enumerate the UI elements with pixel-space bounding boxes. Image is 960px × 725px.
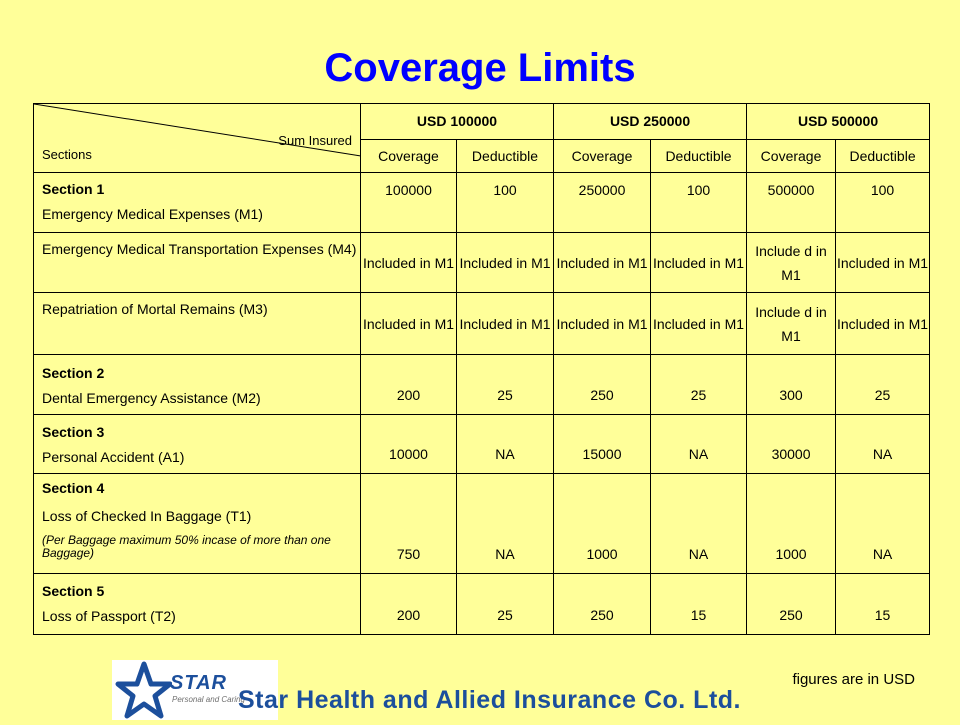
- value-cell: 25: [457, 574, 554, 635]
- corner-header-cell: [34, 104, 361, 173]
- value-cell: 100: [836, 173, 930, 233]
- value-cell: 200: [361, 574, 457, 635]
- table-row: [34, 355, 930, 415]
- company-name: Star Health and Allied Insurance Co. Ltd.: [238, 686, 741, 714]
- value-cell: 30000: [747, 415, 836, 474]
- value-cell: 250: [554, 574, 651, 635]
- section-heading: Section 5: [42, 583, 105, 599]
- figures-note: figures are in USD: [792, 671, 915, 688]
- value-cell: 250: [747, 574, 836, 635]
- table-row: [34, 574, 930, 635]
- star-logo-icon: [112, 660, 172, 720]
- section-cell: [34, 574, 361, 635]
- value-cell: Include d in M1: [747, 233, 836, 293]
- section-description: Loss of Passport (T2): [42, 608, 176, 624]
- section-note: (Per Baggage maximum 50% incase of more than one Baggage): [42, 533, 331, 560]
- value-cell: 200: [361, 355, 457, 415]
- value-cell: NA: [457, 415, 554, 474]
- sum-insured-label: Sum Insured: [278, 133, 352, 148]
- section-description: Repatriation of Mortal Remains (M3): [42, 301, 268, 317]
- table-row: [34, 293, 930, 355]
- subcolumn-header: Deductible: [651, 140, 747, 173]
- value-cell: 250: [554, 355, 651, 415]
- value-cell: 15000: [554, 415, 651, 474]
- subcolumn-header: Deductible: [836, 140, 930, 173]
- table-row: [34, 474, 930, 574]
- section-cell: [34, 233, 361, 293]
- value-cell: 10000: [361, 415, 457, 474]
- value-cell: NA: [836, 415, 930, 474]
- value-cell: 300: [747, 355, 836, 415]
- sum-insured-header: USD 500000: [747, 104, 930, 140]
- subcolumn-header: Coverage: [747, 140, 836, 173]
- sum-insured-header: USD 100000: [361, 104, 554, 140]
- value-cell: 25: [651, 355, 747, 415]
- value-cell: NA: [457, 474, 554, 574]
- value-cell: 250000: [554, 173, 651, 233]
- value-cell: Included in M1: [554, 233, 651, 293]
- table-row: [34, 173, 930, 233]
- value-cell: NA: [836, 474, 930, 574]
- value-cell: Included in M1: [361, 293, 457, 355]
- section-cell: [34, 474, 361, 574]
- logo-tagline: Personal and Caring: [172, 695, 245, 704]
- value-cell: 100000: [361, 173, 457, 233]
- subcolumn-header: Coverage: [361, 140, 457, 173]
- section-cell: [34, 355, 361, 415]
- page-title: Coverage Limits: [324, 46, 636, 90]
- header-row-sum-insured: [34, 104, 930, 140]
- section-heading: Section 4: [42, 480, 105, 496]
- section-description: Personal Accident (A1): [42, 449, 185, 465]
- value-cell: 15: [836, 574, 930, 635]
- sections-label: Sections: [42, 147, 92, 162]
- value-cell: Included in M1: [457, 293, 554, 355]
- value-cell: 100: [457, 173, 554, 233]
- value-cell: Included in M1: [651, 233, 747, 293]
- value-cell: 25: [836, 355, 930, 415]
- section-cell: [34, 293, 361, 355]
- logo-wordmark: STAR: [170, 672, 227, 694]
- subcolumn-header: Coverage: [554, 140, 651, 173]
- section-description: Dental Emergency Assistance (M2): [42, 390, 261, 406]
- table-row: [34, 415, 930, 474]
- value-cell: NA: [651, 474, 747, 574]
- section-cell: [34, 415, 361, 474]
- section-description: Loss of Checked In Baggage (T1): [42, 508, 252, 524]
- value-cell: Included in M1: [554, 293, 651, 355]
- coverage-table: [33, 103, 930, 635]
- value-cell: 1000: [554, 474, 651, 574]
- value-cell: Included in M1: [457, 233, 554, 293]
- section-heading: Section 1: [42, 181, 105, 197]
- sum-insured-header: USD 250000: [554, 104, 747, 140]
- section-cell: [34, 173, 361, 233]
- value-cell: Included in M1: [836, 293, 930, 355]
- section-heading: Section 2: [42, 365, 105, 381]
- value-cell: Included in M1: [361, 233, 457, 293]
- value-cell: Included in M1: [651, 293, 747, 355]
- value-cell: 15: [651, 574, 747, 635]
- value-cell: 100: [651, 173, 747, 233]
- table-row: [34, 233, 930, 293]
- value-cell: Included in M1: [836, 233, 930, 293]
- value-cell: 750: [361, 474, 457, 574]
- section-heading: Section 3: [42, 424, 105, 440]
- value-cell: NA: [651, 415, 747, 474]
- value-cell: 25: [457, 355, 554, 415]
- section-description: Emergency Medical Expenses (M1): [42, 206, 263, 222]
- value-cell: Include d in M1: [747, 293, 836, 355]
- value-cell: 1000: [747, 474, 836, 574]
- subcolumn-header: Deductible: [457, 140, 554, 173]
- value-cell: 500000: [747, 173, 836, 233]
- section-description: Emergency Medical Transportation Expenses (M4): [42, 241, 357, 257]
